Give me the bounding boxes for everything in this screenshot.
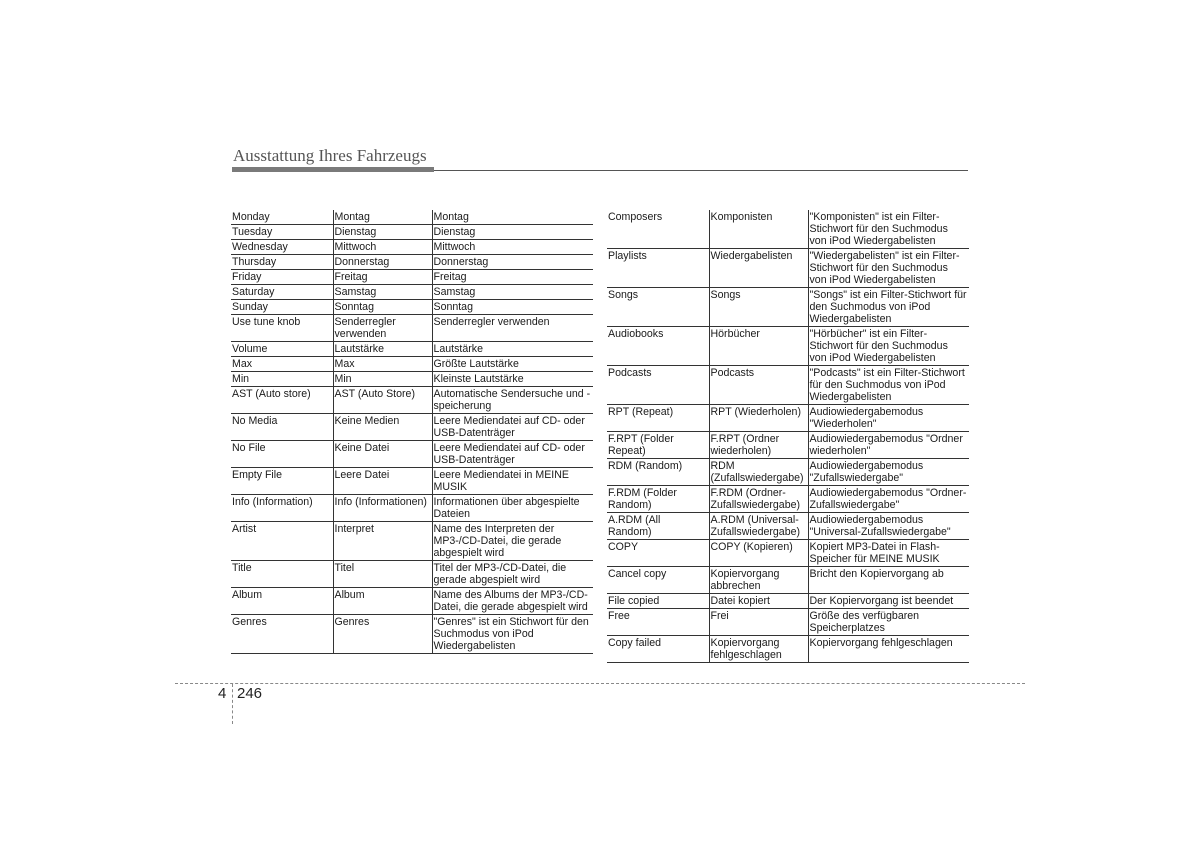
- table-row: [607, 513, 969, 540]
- english-term-cell: Composers: [607, 210, 709, 249]
- header-accent-bar: [232, 167, 434, 172]
- display-term-cell: Podcasts: [709, 366, 808, 405]
- table-row: [231, 588, 593, 615]
- display-term-cell: Album: [333, 588, 432, 615]
- table-row: [607, 459, 969, 486]
- description-cell: Leere Mediendatei auf CD- oder USB-Datenträger: [432, 441, 593, 468]
- description-cell: Der Kopiervorgang ist beendet: [808, 594, 969, 609]
- table-row: [607, 210, 969, 249]
- display-term-cell: Max: [333, 357, 432, 372]
- table-row: [607, 540, 969, 567]
- english-term-cell: COPY: [607, 540, 709, 567]
- english-term-cell: Tuesday: [231, 225, 333, 240]
- description-cell: "Hörbücher" ist ein Filter-Stichwort für den Suchmodus von iPod Wiedergabelisten: [808, 327, 969, 366]
- description-cell: Name des Interpreten der MP3-/CD-Datei, die gerade abgespielt wird: [432, 522, 593, 561]
- english-term-cell: Audiobooks: [607, 327, 709, 366]
- display-term-cell: Kopiervorgang abbrechen: [709, 567, 808, 594]
- description-cell: Kopiervorgang fehlgeschlagen: [808, 636, 969, 663]
- description-cell: Montag: [432, 210, 593, 225]
- display-term-cell: Mittwoch: [333, 240, 432, 255]
- table-row: [231, 387, 593, 414]
- display-term-cell: Info (Informationen): [333, 495, 432, 522]
- description-cell: Größte Lautstärke: [432, 357, 593, 372]
- display-term-cell: Keine Datei: [333, 441, 432, 468]
- description-cell: "Podcasts" ist ein Filter-Stichwort für den Suchmodus von iPod Wiedergabelisten: [808, 366, 969, 405]
- english-term-cell: Songs: [607, 288, 709, 327]
- description-cell: Dienstag: [432, 225, 593, 240]
- description-cell: Mittwoch: [432, 240, 593, 255]
- table-row: [607, 366, 969, 405]
- display-term-cell: Keine Medien: [333, 414, 432, 441]
- description-cell: Audiowiedergabemodus "Ordner-Zufallswiedergabe": [808, 486, 969, 513]
- table-row: [231, 441, 593, 468]
- table-row: [231, 468, 593, 495]
- display-term-cell: Montag: [333, 210, 432, 225]
- table-row: [607, 594, 969, 609]
- description-cell: Sonntag: [432, 300, 593, 315]
- english-term-cell: No Media: [231, 414, 333, 441]
- table-row: [231, 615, 593, 654]
- table-row: [231, 225, 593, 240]
- display-term-cell: AST (Auto Store): [333, 387, 432, 414]
- table-row: [607, 327, 969, 366]
- english-term-cell: A.RDM (All Random): [607, 513, 709, 540]
- english-term-cell: Sunday: [231, 300, 333, 315]
- description-cell: Leere Mediendatei in MEINE MUSIK: [432, 468, 593, 495]
- english-term-cell: RPT (Repeat): [607, 405, 709, 432]
- english-term-cell: Thursday: [231, 255, 333, 270]
- english-term-cell: Podcasts: [607, 366, 709, 405]
- description-cell: Bricht den Kopiervorgang ab: [808, 567, 969, 594]
- english-term-cell: Friday: [231, 270, 333, 285]
- description-cell: Name des Albums der MP3-/CD-Datei, die gerade abgespielt wird: [432, 588, 593, 615]
- english-term-cell: Empty File: [231, 468, 333, 495]
- description-cell: Informationen über abgespielte Dateien: [432, 495, 593, 522]
- display-term-cell: RDM (Zufallswiedergabe): [709, 459, 808, 486]
- display-term-cell: Frei: [709, 609, 808, 636]
- table-row: [607, 486, 969, 513]
- table-row: [231, 372, 593, 387]
- display-term-cell: Komponisten: [709, 210, 808, 249]
- english-term-cell: RDM (Random): [607, 459, 709, 486]
- description-cell: Kopiert MP3-Datei in Flash-Speicher für MEINE MUSIK: [808, 540, 969, 567]
- display-term-cell: Titel: [333, 561, 432, 588]
- description-cell: "Genres" ist ein Stichwort für den Suchmodus von iPod Wiedergabelisten: [432, 615, 593, 654]
- table-row: [231, 357, 593, 372]
- display-term-cell: Leere Datei: [333, 468, 432, 495]
- display-term-cell: Dienstag: [333, 225, 432, 240]
- description-cell: Lautstärke: [432, 342, 593, 357]
- english-term-cell: No File: [231, 441, 333, 468]
- english-term-cell: Playlists: [607, 249, 709, 288]
- english-term-cell: Info (Information): [231, 495, 333, 522]
- table-row: [607, 636, 969, 663]
- right-translation-table: [607, 210, 969, 663]
- table-row: [607, 432, 969, 459]
- english-term-cell: Genres: [231, 615, 333, 654]
- display-term-cell: Wiedergabelisten: [709, 249, 808, 288]
- description-cell: Audiowiedergabemodus "Zufallswiedergabe": [808, 459, 969, 486]
- english-term-cell: Monday: [231, 210, 333, 225]
- english-term-cell: Cancel copy: [607, 567, 709, 594]
- english-term-cell: Title: [231, 561, 333, 588]
- display-term-cell: COPY (Kopieren): [709, 540, 808, 567]
- table-row: [231, 342, 593, 357]
- table-row: [231, 522, 593, 561]
- table-row: [231, 240, 593, 255]
- table-row: [607, 249, 969, 288]
- header-rule: [434, 170, 968, 171]
- display-term-cell: Lautstärke: [333, 342, 432, 357]
- table-row: [231, 210, 593, 225]
- description-cell: "Songs" ist ein Filter-Stichwort für den Suchmodus von iPod Wiedergabelisten: [808, 288, 969, 327]
- display-term-cell: Freitag: [333, 270, 432, 285]
- description-cell: Senderregler verwenden: [432, 315, 593, 342]
- description-cell: Titel der MP3-/CD-Datei, die gerade abgespielt wird: [432, 561, 593, 588]
- english-term-cell: Max: [231, 357, 333, 372]
- display-term-cell: Interpret: [333, 522, 432, 561]
- table-row: [607, 288, 969, 327]
- description-cell: Audiowiedergabemodus "Universal-Zufallswiedergabe": [808, 513, 969, 540]
- footer-dashed-rule: [175, 683, 1025, 684]
- display-term-cell: Hörbücher: [709, 327, 808, 366]
- table-row: [231, 495, 593, 522]
- description-cell: "Komponisten" ist ein Filter-Stichwort für den Suchmodus von iPod Wiedergabelisten: [808, 210, 969, 249]
- footer-dashed-divider: [232, 684, 233, 724]
- description-cell: "Wiedergabelisten" ist ein Filter-Stichwort für den Suchmodus von iPod Wiedergabelisten: [808, 249, 969, 288]
- display-term-cell: Genres: [333, 615, 432, 654]
- display-term-cell: Datei kopiert: [709, 594, 808, 609]
- description-cell: Audiowiedergabemodus "Wiederholen": [808, 405, 969, 432]
- table-row: [231, 255, 593, 270]
- table-row: [231, 561, 593, 588]
- english-term-cell: Use tune knob: [231, 315, 333, 342]
- table-row: [607, 609, 969, 636]
- display-term-cell: Samstag: [333, 285, 432, 300]
- display-term-cell: Kopiervorgang fehlgeschlagen: [709, 636, 808, 663]
- display-term-cell: RPT (Wiederholen): [709, 405, 808, 432]
- description-cell: Samstag: [432, 285, 593, 300]
- english-term-cell: F.RDM (Folder Random): [607, 486, 709, 513]
- display-term-cell: Senderregler verwenden: [333, 315, 432, 342]
- description-cell: Freitag: [432, 270, 593, 285]
- display-term-cell: A.RDM (Universal-Zufallswiedergabe): [709, 513, 808, 540]
- table-row: [607, 567, 969, 594]
- english-term-cell: Min: [231, 372, 333, 387]
- display-term-cell: Sonntag: [333, 300, 432, 315]
- display-term-cell: Donnerstag: [333, 255, 432, 270]
- description-cell: Kleinste Lautstärke: [432, 372, 593, 387]
- table-row: [231, 270, 593, 285]
- display-term-cell: F.RDM (Ordner-Zufallswiedergabe): [709, 486, 808, 513]
- display-term-cell: Min: [333, 372, 432, 387]
- table-row: [231, 285, 593, 300]
- english-term-cell: File copied: [607, 594, 709, 609]
- page-header-title: Ausstattung Ihres Fahrzeugs: [233, 146, 427, 165]
- english-term-cell: Artist: [231, 522, 333, 561]
- english-term-cell: F.RPT (Folder Repeat): [607, 432, 709, 459]
- table-row: [231, 300, 593, 315]
- english-term-cell: Free: [607, 609, 709, 636]
- description-cell: Audiowiedergabemodus "Ordner wiederholen": [808, 432, 969, 459]
- english-term-cell: Copy failed: [607, 636, 709, 663]
- english-term-cell: AST (Auto store): [231, 387, 333, 414]
- table-row: [607, 405, 969, 432]
- table-row: [231, 414, 593, 441]
- description-cell: Größe des verfügbaren Speicherplatzes: [808, 609, 969, 636]
- english-term-cell: Saturday: [231, 285, 333, 300]
- left-translation-table: [231, 210, 593, 654]
- description-cell: Donnerstag: [432, 255, 593, 270]
- english-term-cell: Album: [231, 588, 333, 615]
- description-cell: Automatische Sendersuche und -speicherung: [432, 387, 593, 414]
- page-number: 246: [237, 685, 263, 702]
- description-cell: Leere Mediendatei auf CD- oder USB-Datenträger: [432, 414, 593, 441]
- english-term-cell: Volume: [231, 342, 333, 357]
- table-row: [231, 315, 593, 342]
- display-term-cell: Songs: [709, 288, 808, 327]
- chapter-number: 4: [218, 685, 227, 702]
- display-term-cell: F.RPT (Ordner wiederholen): [709, 432, 808, 459]
- english-term-cell: Wednesday: [231, 240, 333, 255]
